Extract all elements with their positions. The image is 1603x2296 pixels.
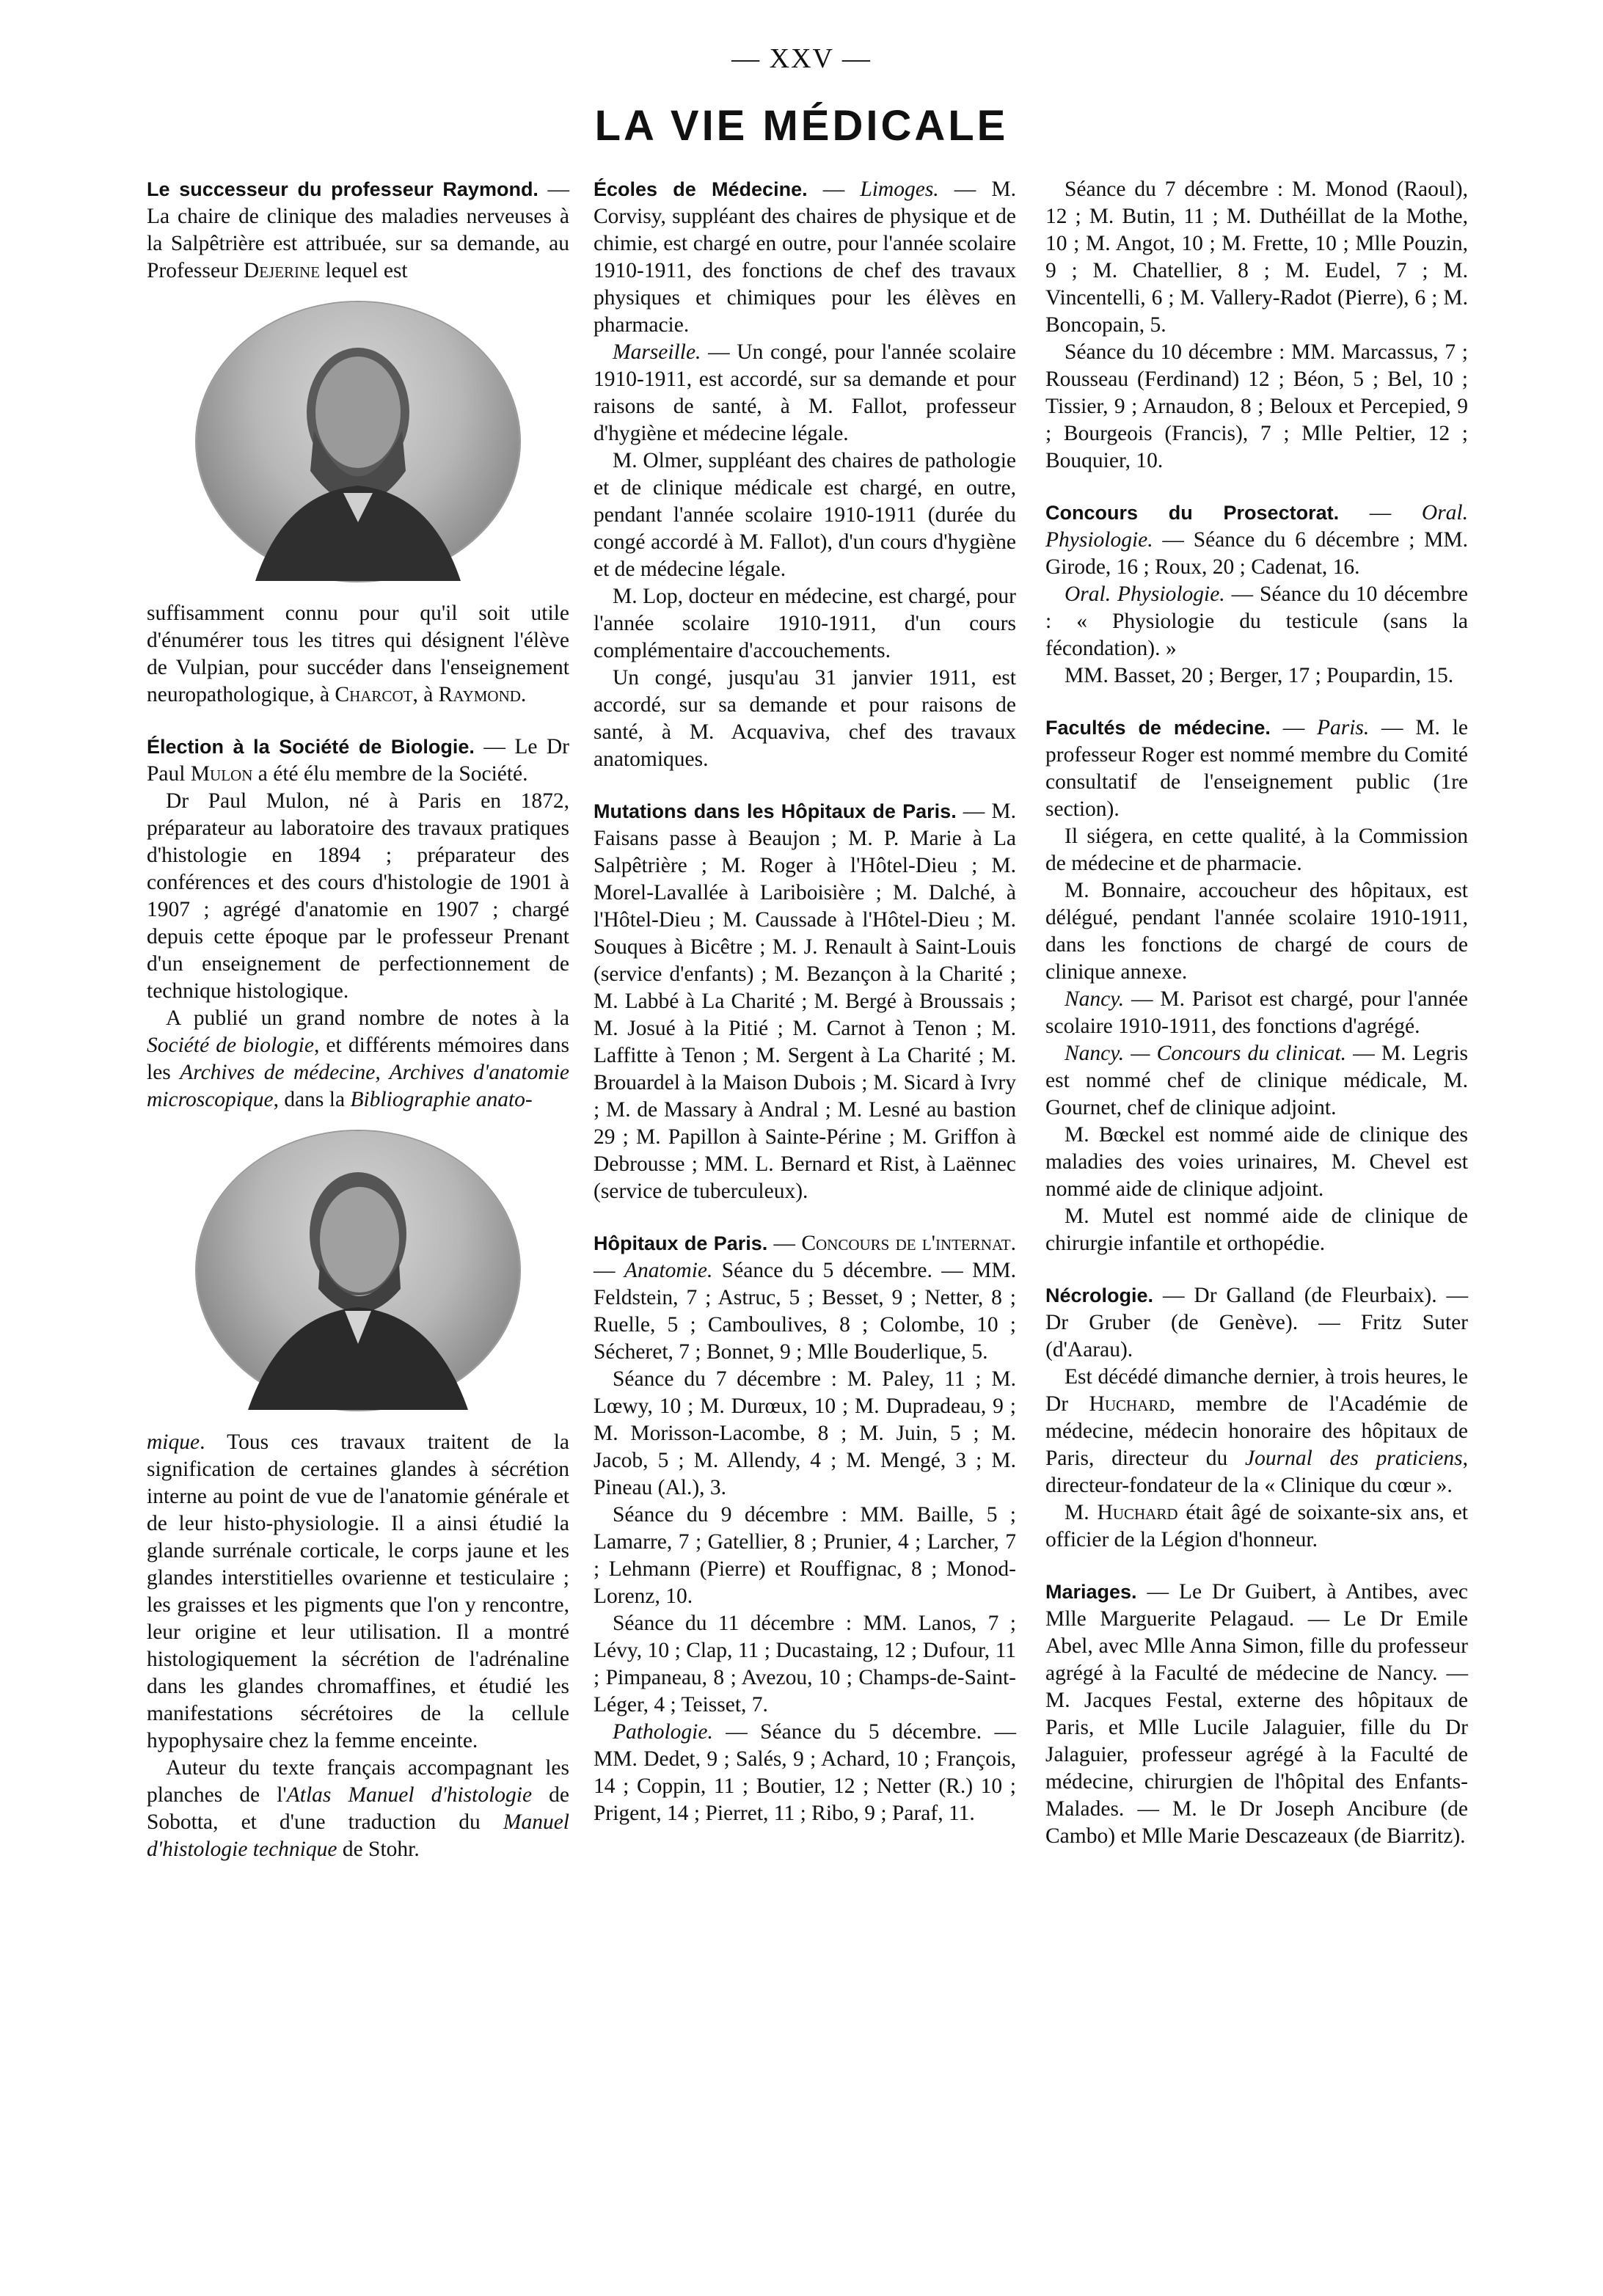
article-prosectorat: Concours du Prosectorat. — Oral. Physiologie. — Séance du 6 décembre ; MM. Girode, 16 ; Roux, 20 ; Cadenat, 16. — [1045, 501, 1468, 579]
headline-successeur: Le successeur du professeur Raymond. — [147, 178, 538, 200]
article-mutations: Mutations dans les Hôpitaux de Paris. — M. Faisans passe à Beaujon ; M. P. Marie à La Salpêtrière ; M. Roger à l'Hôtel-Dieu ; M. Morel-Lavallée à Lariboisière ; M. Dalché, à l'Hôtel-Dieu ; M. Caussade à l'Hôtel-Dieu ; M. Souques à Bicêtre ; M. J. Renault à Saint-Louis (service d'enfants) ; M. Bezançon à la Charité ; M. Labbé à La Charité ; M. Bergé à Broussais ; M. Josué à la Pitié ; M. Carnot à Tenon ; M. Laffitte à Tenon ; M. Sergent à La Charité ; M. Brouardel à la Maison Dubois ; M. Sicard à Ivry ; M. de Massary à Andral ; M. Lesné au bastion 29 ; M. Papillon à Sainte-Périne ; M. Griffon à Debrousse ; MM. L. Bernard et Rist, à Laënnec (service de tuberculeux). — [594, 800, 1016, 1203]
paragraph: M. Lop, docteur en médecine, est chargé, pour l'année scolaire 1910-1911, d'un cours complémentaire d'accouchements. — [594, 585, 1016, 662]
column-3 — [1045, 176, 1468, 1850]
paragraph: Séance du 10 décembre : MM. Marcassus, 7 ; Rousseau (Ferdinand) 12 ; Béon, 5 ; Bel, 10 ; Tissier, 9 ; Arnaudon, 8 ; Beloux et Percepied, 9 ; Bourgeois (Francis), 7 ; Mlle Peltier, 12 ; Bouquier, 10. — [1045, 340, 1468, 472]
paragraph: M. Mutel est nommé aide de clinique de chirurgie infantile et orthopédie. — [1045, 1204, 1468, 1255]
column-1 — [147, 176, 569, 1863]
headline-mutations: Mutations dans les Hôpitaux de Paris. — [594, 800, 957, 822]
headline-prosectorat: Concours du Prosectorat. — [1045, 502, 1340, 524]
article-ecoles: Écoles de Médecine. — Limoges. — M. Corvisy, suppléant des chaires de physique et de chimie, est chargé en outre, pour l'année scolaire 1910-1911, des fonctions de chef des travaux physiques et chimiques pour les élèves en pharmacie. — [594, 178, 1017, 337]
paragraph: Un congé, jusqu'au 31 janvier 1911, est accordé, sur sa demande et pour raisons de santé, à M. Acquaviva, chef des travaux anatomiques. — [594, 666, 1016, 771]
paragraph: Pathologie. — Séance du 5 décembre. — MM. Dedet, 9 ; Salés, 9 ; Achard, 10 ; François, 14 ; Coppin, 11 ; Boutier, 12 ; Netter (R.) 10 ; Prigent, 14 ; Pierret, 11 ; Ribo, 9 ; Paraf, 11. — [594, 1720, 1016, 1825]
article-mariages: Mariages. — Le Dr Guibert, à Antibes, avec Mlle Marguerite Pelagaud. — Le Dr Emile Abel, avec Mlle Anna Simon, fille du professeur agrégé à la Faculté de médecine de Nancy. — M. Jacques Festal, externe des hôpitaux de Paris, et Mlle Lucile Jalaguier, fille du Dr Jalaguier, professeur agrégé à la Faculté de médecine, chirurgien de l'hôpital des Enfants-Malades. — M. le Dr Joseph Ancibure (de Cambo) et Mlle Marie Descazeaux (de Biarritz). — [1045, 1580, 1468, 1848]
paragraph: Est décédé dimanche dernier, à trois heures, le Dr Huchard, membre de l'Académie de médecine, médecin honoraire des hôpitaux de Paris, directeur du Journal des praticiens, directeur-fondateur de la « Clinique du cœur ». — [1045, 1365, 1468, 1497]
headline-hopitaux: Hôpitaux de Paris. — [594, 1232, 768, 1254]
article-facultes: Facultés de médecine. — Paris. — M. le professeur Roger est nommé membre du Comité consultatif de l'enseignement public (1re section). — [1045, 716, 1468, 821]
masthead: LA VIE MÉDICALE — [594, 102, 1009, 150]
article-necrologie: Nécrologie. — Dr Galland (de Fleurbaix). — Dr Gruber (de Genève). — Fritz Suter (d'Aarau). — [1045, 1284, 1468, 1361]
paragraph: M. Bonnaire, accoucheur des hôpitaux, est délégué, pendant l'année scolaire 1910-1911, dans les fonctions de chargé de cours de clinique annexe. — [1045, 879, 1468, 984]
paragraph: mique. Tous ces travaux traitent de la signification de certaines glandes à sécrétion interne au point de vue de l'anatomie générale et de leur histo-physiologie. Il a ainsi étudié la glande surrénale corticale, le corps jaune et les glandes interstitielles ovarienne et testiculaire ; les graisses et les pigments que l'on y rencontre, leur origine et leur utilisation. Il a montré histologiquement la sécrétion de l'adrénaline dans les glandes chromaffines, et étudié les manifestations sécrétoires de la cellule hypophysaire chez la femme enceinte. — [147, 1430, 569, 1752]
paragraph: M. Olmer, suppléant des chaires de pathologie et de clinique médicale est chargé, en outre, pendant l'année scolaire 1910-1911 (durée du congé accordé à M. Fallot), d'un cours d'hygiène et de médecine légale. — [594, 449, 1016, 581]
paragraph: MM. Basset, 20 ; Berger, 17 ; Poupardin, 15. — [1065, 664, 1454, 687]
paragraph: Séance du 9 décembre : MM. Baille, 5 ; Lamarre, 7 ; Gatellier, 8 ; Prunier, 4 ; Larcher, 7 ; Lehmann (Pierre) et Rouffignac, 8 ; Monod-Lorenz, 10. — [594, 1503, 1016, 1608]
article-successeur: Le successeur du professeur Raymond. — La chaire de clinique des maladies nerveuses à la Salpêtrière est attribuée, sur sa demande, au Professeur Dejerine lequel est — [147, 178, 570, 282]
paragraph: A publié un grand nombre de notes à la Société de biologie, et différents mémoires dans les Archives de médecine, Archives d'anatomie microscopique, dans la Bibliographie anato- — [147, 1006, 569, 1111]
article-successeur-cont: suffisamment connu pour qu'il soit utile d'énumérer tous les titres qui désignent l'élève de Vulpian, pour succéder dans l'enseignement neuropathologique, à Charcot, à Raymond. — [147, 602, 569, 706]
headline-ecoles: Écoles de Médecine. — [594, 178, 808, 200]
portrait-mulon — [191, 1124, 525, 1417]
headline-facultes: Facultés de médecine. — [1045, 717, 1271, 739]
portrait-mulon-figure — [197, 1131, 519, 1410]
paragraph: Il siégera, en cette qualité, à la Commission de médecine et de pharmacie. — [1045, 825, 1468, 875]
article-hopitaux: Hôpitaux de Paris. — Concours de l'internat. — Anatomie. Séance du 5 décembre. — MM. Feldstein, 7 ; Astruc, 5 ; Besset, 9 ; Netter, 8 ; Ruelle, 5 ; Camboulives, 8 ; Colombe, 10 ; Sécheret, 7 ; Bonnet, 9 ; Mlle Bouderlique, 5. — [594, 1232, 1016, 1364]
paragraph: Nancy. — M. Parisot est chargé, pour l'année scolaire 1910-1911, des fonctions d'agrégé. — [1045, 987, 1468, 1038]
paragraph: Séance du 7 décembre : M. Paley, 11 ; M. Lœwy, 10 ; M. Durœux, 10 ; M. Dupradeau, 9 ; M. Morisson-Lacombe, 8 ; M. Juin, 5 ; M. Jacob, 5 ; M. Allendy, 4 ; M. Mengé, 3 ; M. Pineau (Al.), 3. — [594, 1367, 1016, 1499]
headline-necrologie: Nécrologie. — [1045, 1284, 1154, 1306]
headline-election: Élection à la Société de Biologie. — [147, 736, 475, 758]
portrait-dejerine — [191, 295, 525, 588]
paragraph: M. Bœckel est nommé aide de clinique des maladies des voies urinaires, M. Chevel est nommé aide de clinique adjoint. — [1045, 1123, 1468, 1201]
paragraph: Nancy. — Concours du clinicat. — M. Legris est nommé chef de clinique médicale, M. Gournet, chef de clinique adjoint. — [1045, 1042, 1469, 1119]
column-2 — [594, 176, 1016, 1827]
paragraph: M. Huchard était âgé de soixante-six ans, et officier de la Légion d'honneur. — [1045, 1501, 1469, 1551]
paragraph: Oral. Physiologie. — Séance du 10 décembre : « Physiologie du testicule (sans la fécondation). » — [1045, 582, 1468, 660]
paragraph: Marseille. — Un congé, pour l'année scolaire 1910-1911, est accordé, sur sa demande et pour raisons de santé, à M. Fallot, professeur d'hygiène et médecine légale. — [594, 340, 1016, 445]
paragraph: Séance du 11 décembre : MM. Lanos, 7 ; Lévy, 10 ; Clap, 11 ; Ducastaing, 12 ; Dufour, 11 ; Pimpaneau, 8 ; Avezou, 10 ; Champs-de-Saint-Léger, 4 ; Teisset, 7. — [594, 1612, 1016, 1716]
paragraph: Séance du 7 décembre : M. Monod (Raoul), 12 ; M. Butin, 11 ; M. Duthéillat de la Mothe, 10 ; M. Angot, 10 ; M. Frette, 10 ; Mlle Pouzin, 9 ; M. Chatellier, 8 ; M. Eudel, 7 ; M. Vincentelli, 6 ; M. Vallery-Radot (Pierre), 6 ; M. Boncopain, 5. — [1045, 178, 1468, 337]
portrait-dejerine-figure — [197, 302, 519, 581]
article-election: Élection à la Société de Biologie. — Le Dr Paul Mulon a été élu membre de la Société. — [147, 735, 569, 786]
headline-mariages: Mariages. — [1045, 1581, 1137, 1603]
page-number: — XXV — — [731, 43, 872, 74]
paragraph: Auteur du texte français accompagnant les planches de l'Atlas Manuel d'histologie de Sobotta, et d'une traduction du Manuel d'histologie technique de Stohr. — [147, 1756, 570, 1861]
paragraph: Dr Paul Mulon, né à Paris en 1872, préparateur au laboratoire des travaux pratiques d'histologie en 1894 ; préparateur des conférences et des cours d'histologie de 1901 à 1907 ; agrégé d'anatomie en 1907 ; chargé depuis cette époque par le professeur Prenant d'un enseignement de perfectionnement de technique histologique. — [147, 789, 569, 1003]
